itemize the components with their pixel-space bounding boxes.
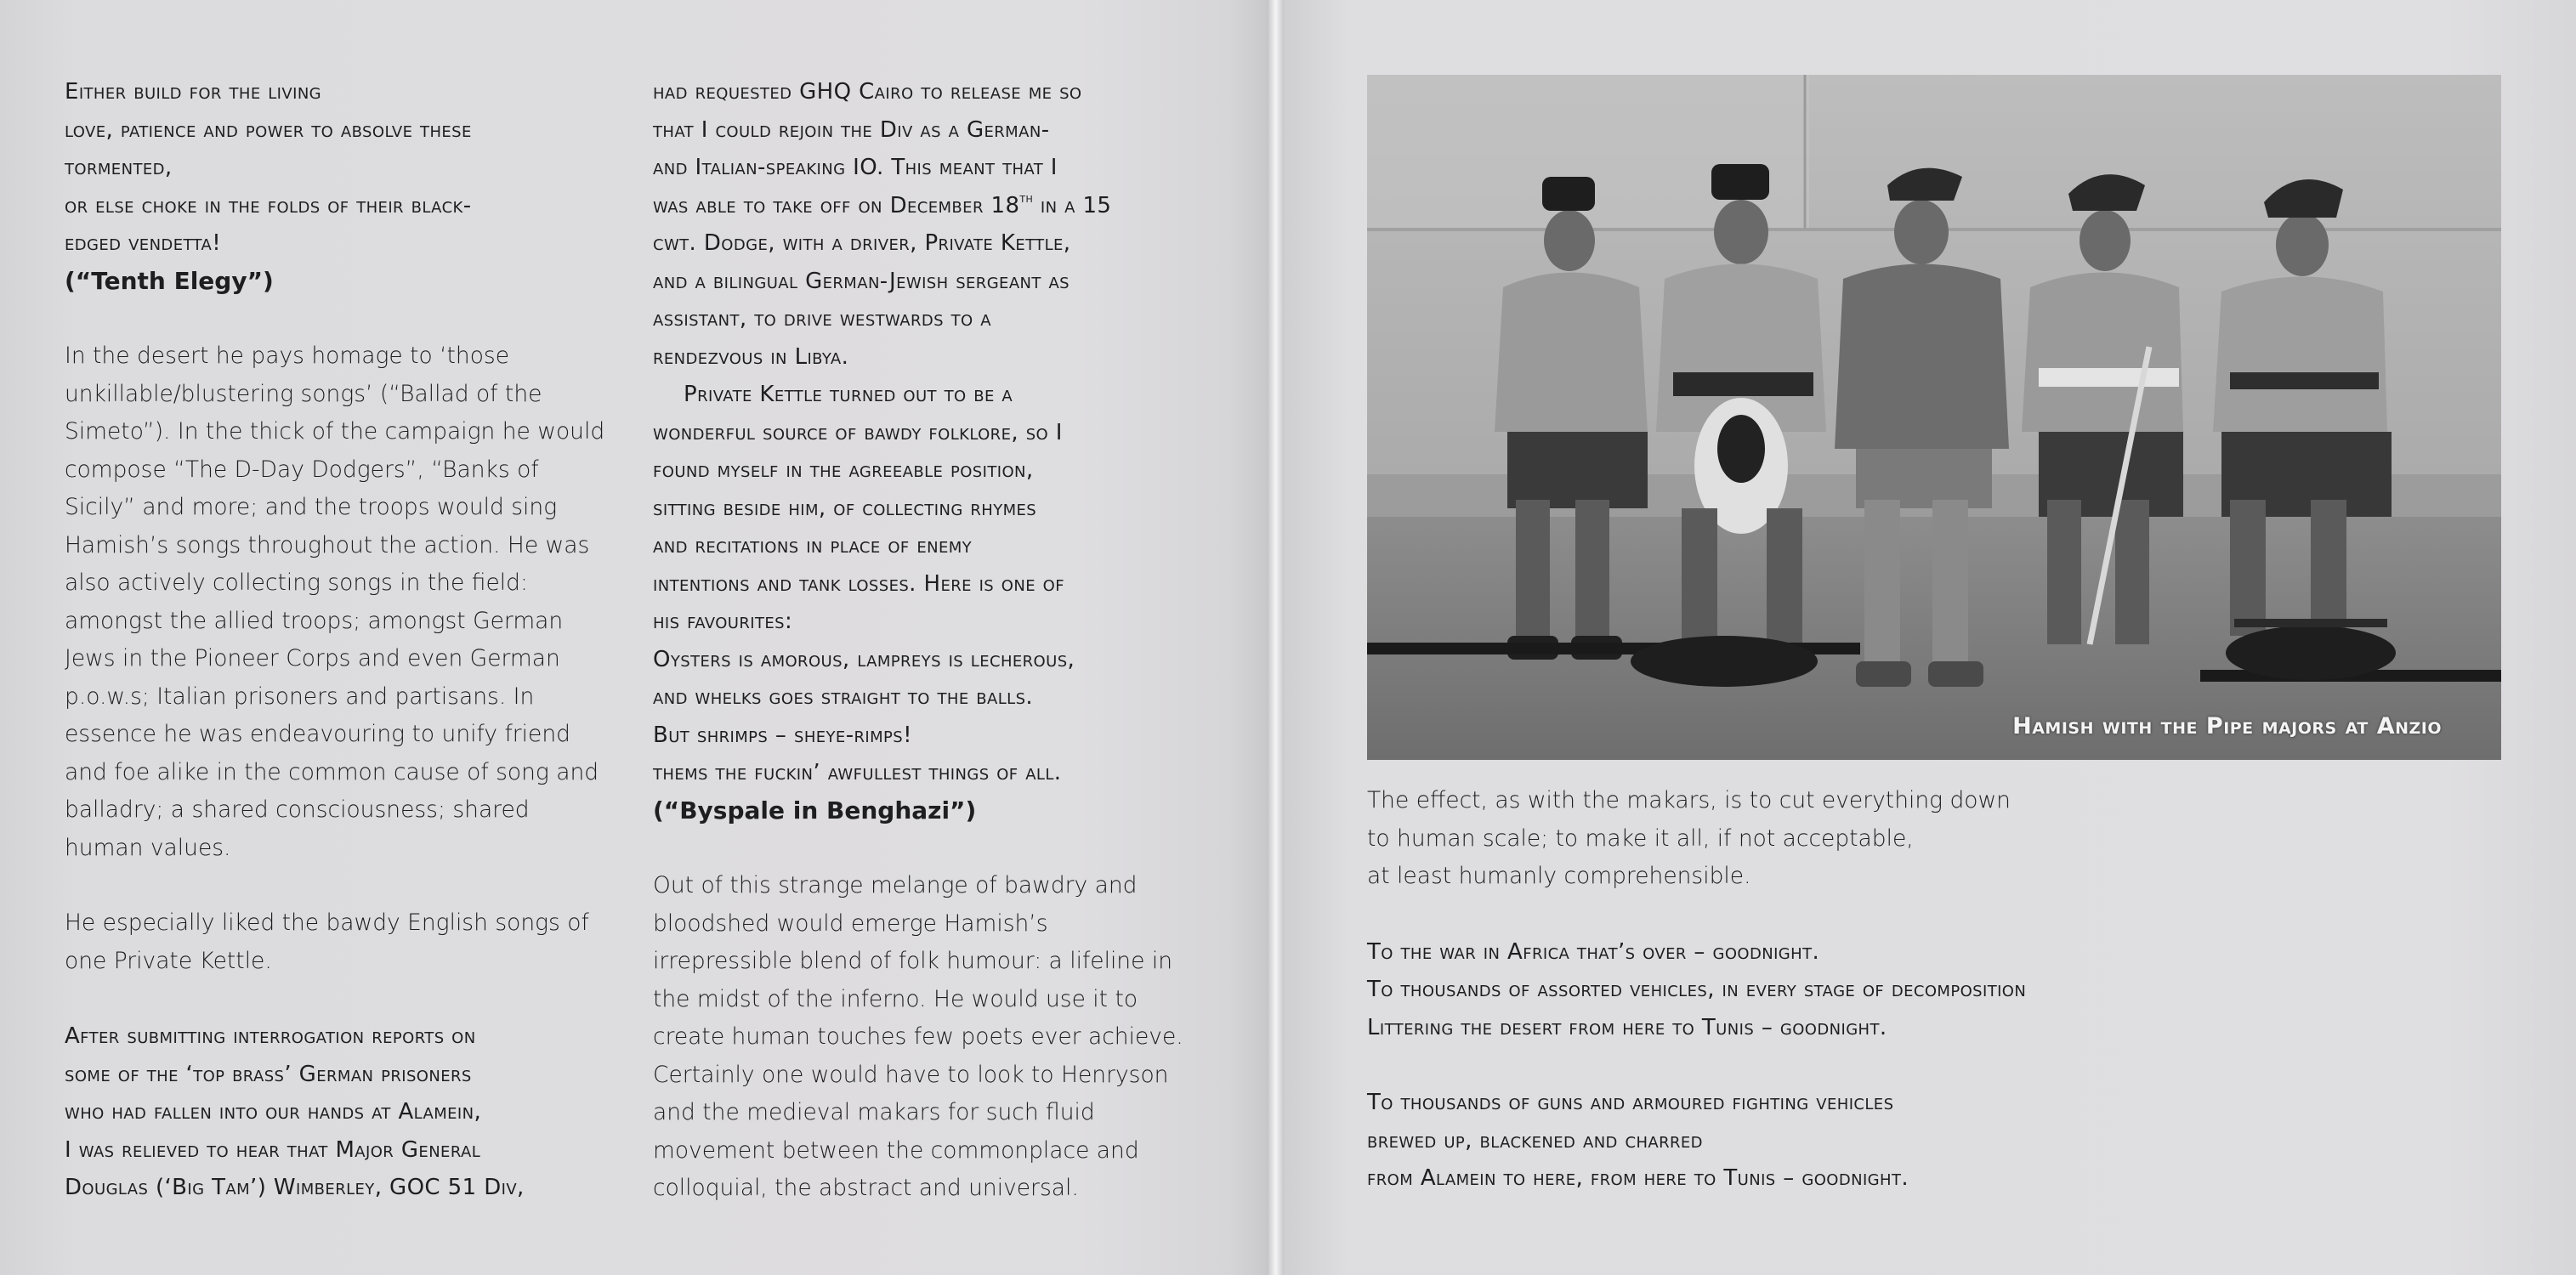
text-line: compose “The D-Day Dodgers”, “Banks of [65,456,539,483]
poem-line: brewed up, blackened and charred [1367,1127,1703,1153]
quote-line: sitting beside him, of collecting rhymes [653,495,1037,521]
quote-line: I was relieved to hear that Major General [65,1136,481,1163]
text-line: Hamish’s songs throughout the action. He was [65,531,590,558]
right-column [1367,782,2472,1198]
kettle-paragraph [65,904,626,980]
quote-line: Douglas (‘Big Tam’) Wimberley, GOC 51 Div, [65,1175,525,1200]
poem-source: (“Tenth Elegy”) [65,266,274,295]
text-line: create human touches few poets ever achieve. [653,1023,1183,1050]
quote-line: and recitations in place of enemy [653,533,973,558]
page-gutter [1267,0,1284,1275]
poem-line: Littering the desert from here to Tunis – goodnight. [1367,1014,1887,1040]
goodnight-stanza-2 [1367,1084,2472,1198]
quote-line: and Italian-speaking IO. This meant that I [653,155,1058,180]
poem-line: or else choke in the folds of their black- [65,192,472,218]
text-line: movement between the commonplace and [653,1136,1139,1164]
text-line: unkillable/blustering songs’ (“Ballad of the [65,380,542,407]
oysters-rhyme [653,641,1248,830]
quote-line: wonderful source of bawdy folklore, so I [653,419,1063,445]
text-line: balladry; a shared consciousness; shared [65,796,530,823]
text-line: also actively collecting songs in the field: [65,570,528,596]
text-line: Jews in the Pioneer Corps and even German [65,645,560,672]
text-line: Certainly one would have to look to Henryson [653,1061,1169,1088]
text-line: p.o.w.s; Italian prisoners and partisans. In [65,683,535,710]
rhyme-line: Oysters is amorous, lampreys is lecherous, [653,646,1075,672]
rhyme-line: But shrimps – sheye-rimps! [653,722,912,748]
text-line: the midst of the inferno. He would use it to [653,985,1138,1012]
date-text: was able to take off on December 18 [653,192,1020,218]
poem-line: edged vendetta! [65,230,222,256]
interrogation-quote-continued [653,73,1248,376]
kettle-quote [653,376,1248,641]
poem-line: tormented, [65,155,173,180]
left-column-2 [653,73,1248,1208]
quote-line: Private Kettle turned out to be a [684,382,1013,407]
poem-line: Either build for the living [65,79,322,105]
text-line: and foe alike in the common cause of song and [65,758,599,785]
quote-line: who had fallen into our hands at Alamein, [65,1099,482,1125]
text-line: bloodshed would emerge Hamish’s [653,910,1048,937]
photo-caption: Hamish with the Pipe majors at Anzio [2012,713,2442,740]
text-line: Out of this strange melange of bawdry and [653,872,1138,898]
quote-line: cwt. Dodge, with a driver, Private Kettle, [653,230,1071,256]
text-line: He especially liked the bawdy English songs of [65,910,589,936]
text-line: The effect, as with the makars, is to cut everything down [1367,787,2011,813]
makars-paragraph [1367,782,2472,896]
quote-line: and a bilingual German-Jewish sergeant as [653,268,1070,294]
date-text-after: in a 15 [1033,192,1112,218]
interrogation-quote [65,1017,626,1207]
text-line: essence he was endeavouring to unify friend [65,721,570,747]
text-line: Simeto”). In the thick of the campaign he would [65,418,605,445]
text-line: human values. [65,834,231,861]
rhyme-source: (“Byspale in Benghazi”) [653,796,977,824]
poem-line: To thousands of assorted vehicles, in every stage of decomposition [1367,977,2027,1002]
poem-line: love, patience and power to absolve these [65,116,472,143]
melange-paragraph [653,867,1248,1208]
quote-line: some of the ‘top brass’ German prisoners [65,1061,472,1087]
quote-line: assistant, to drive westwards to a [653,306,991,332]
left-column-1 [65,73,626,1207]
text-line: irrepressible blend of folk humour: a lifeline in [653,948,1172,974]
poem-line: To thousands of guns and armoured fighting vehicles [1367,1090,1894,1115]
quote-line: After submitting interrogation reports on [65,1023,476,1049]
quote-line: his favourites: [653,609,793,634]
quote-line: that I could rejoin the Div as a German- [653,116,1050,143]
tenth-elegy-excerpt [65,73,626,300]
text-line: amongst the allied troops; amongst German [65,607,564,634]
poem-line: from Alamein to here, from here to Tunis – goodnight. [1367,1165,1909,1191]
text-line: and the medieval makars for such fluid [653,1099,1095,1125]
quote-line: intentions and tank losses. Here is one of [653,570,1064,597]
quote-line: had requested GHQ Cairo to release me so [653,79,1082,105]
text-line: In the desert he pays homage to ‘those [65,343,510,369]
photo-illustration [1367,75,2501,760]
quote-line: rendezvous in Libya. [653,343,849,370]
goodnight-stanza-1 [1367,933,2472,1047]
rhyme-line: and whelks goes straight to the balls. [653,684,1034,710]
rhyme-line: thems the fuckin’ awfullest things of all. [653,760,1062,785]
text-line: to human scale; to make it all, if not acceptable, [1367,824,1914,852]
poem-line: To the war in Africa that’s over – goodnight. [1367,938,1820,965]
text-line: one Private Kettle. [65,947,272,974]
text-line: at least humanly comprehensible. [1367,863,1751,889]
desert-paragraph [65,337,626,867]
quote-line: found myself in the agreeable position, [653,457,1034,483]
text-line: Sicily” and more; and the troops would sing [65,494,558,520]
text-line: colloquial, the abstract and universal. [653,1175,1079,1201]
date-ordinal: th [1019,190,1034,206]
quote-line-date [653,187,1248,225]
pipe-majors-photo [1367,75,2501,760]
